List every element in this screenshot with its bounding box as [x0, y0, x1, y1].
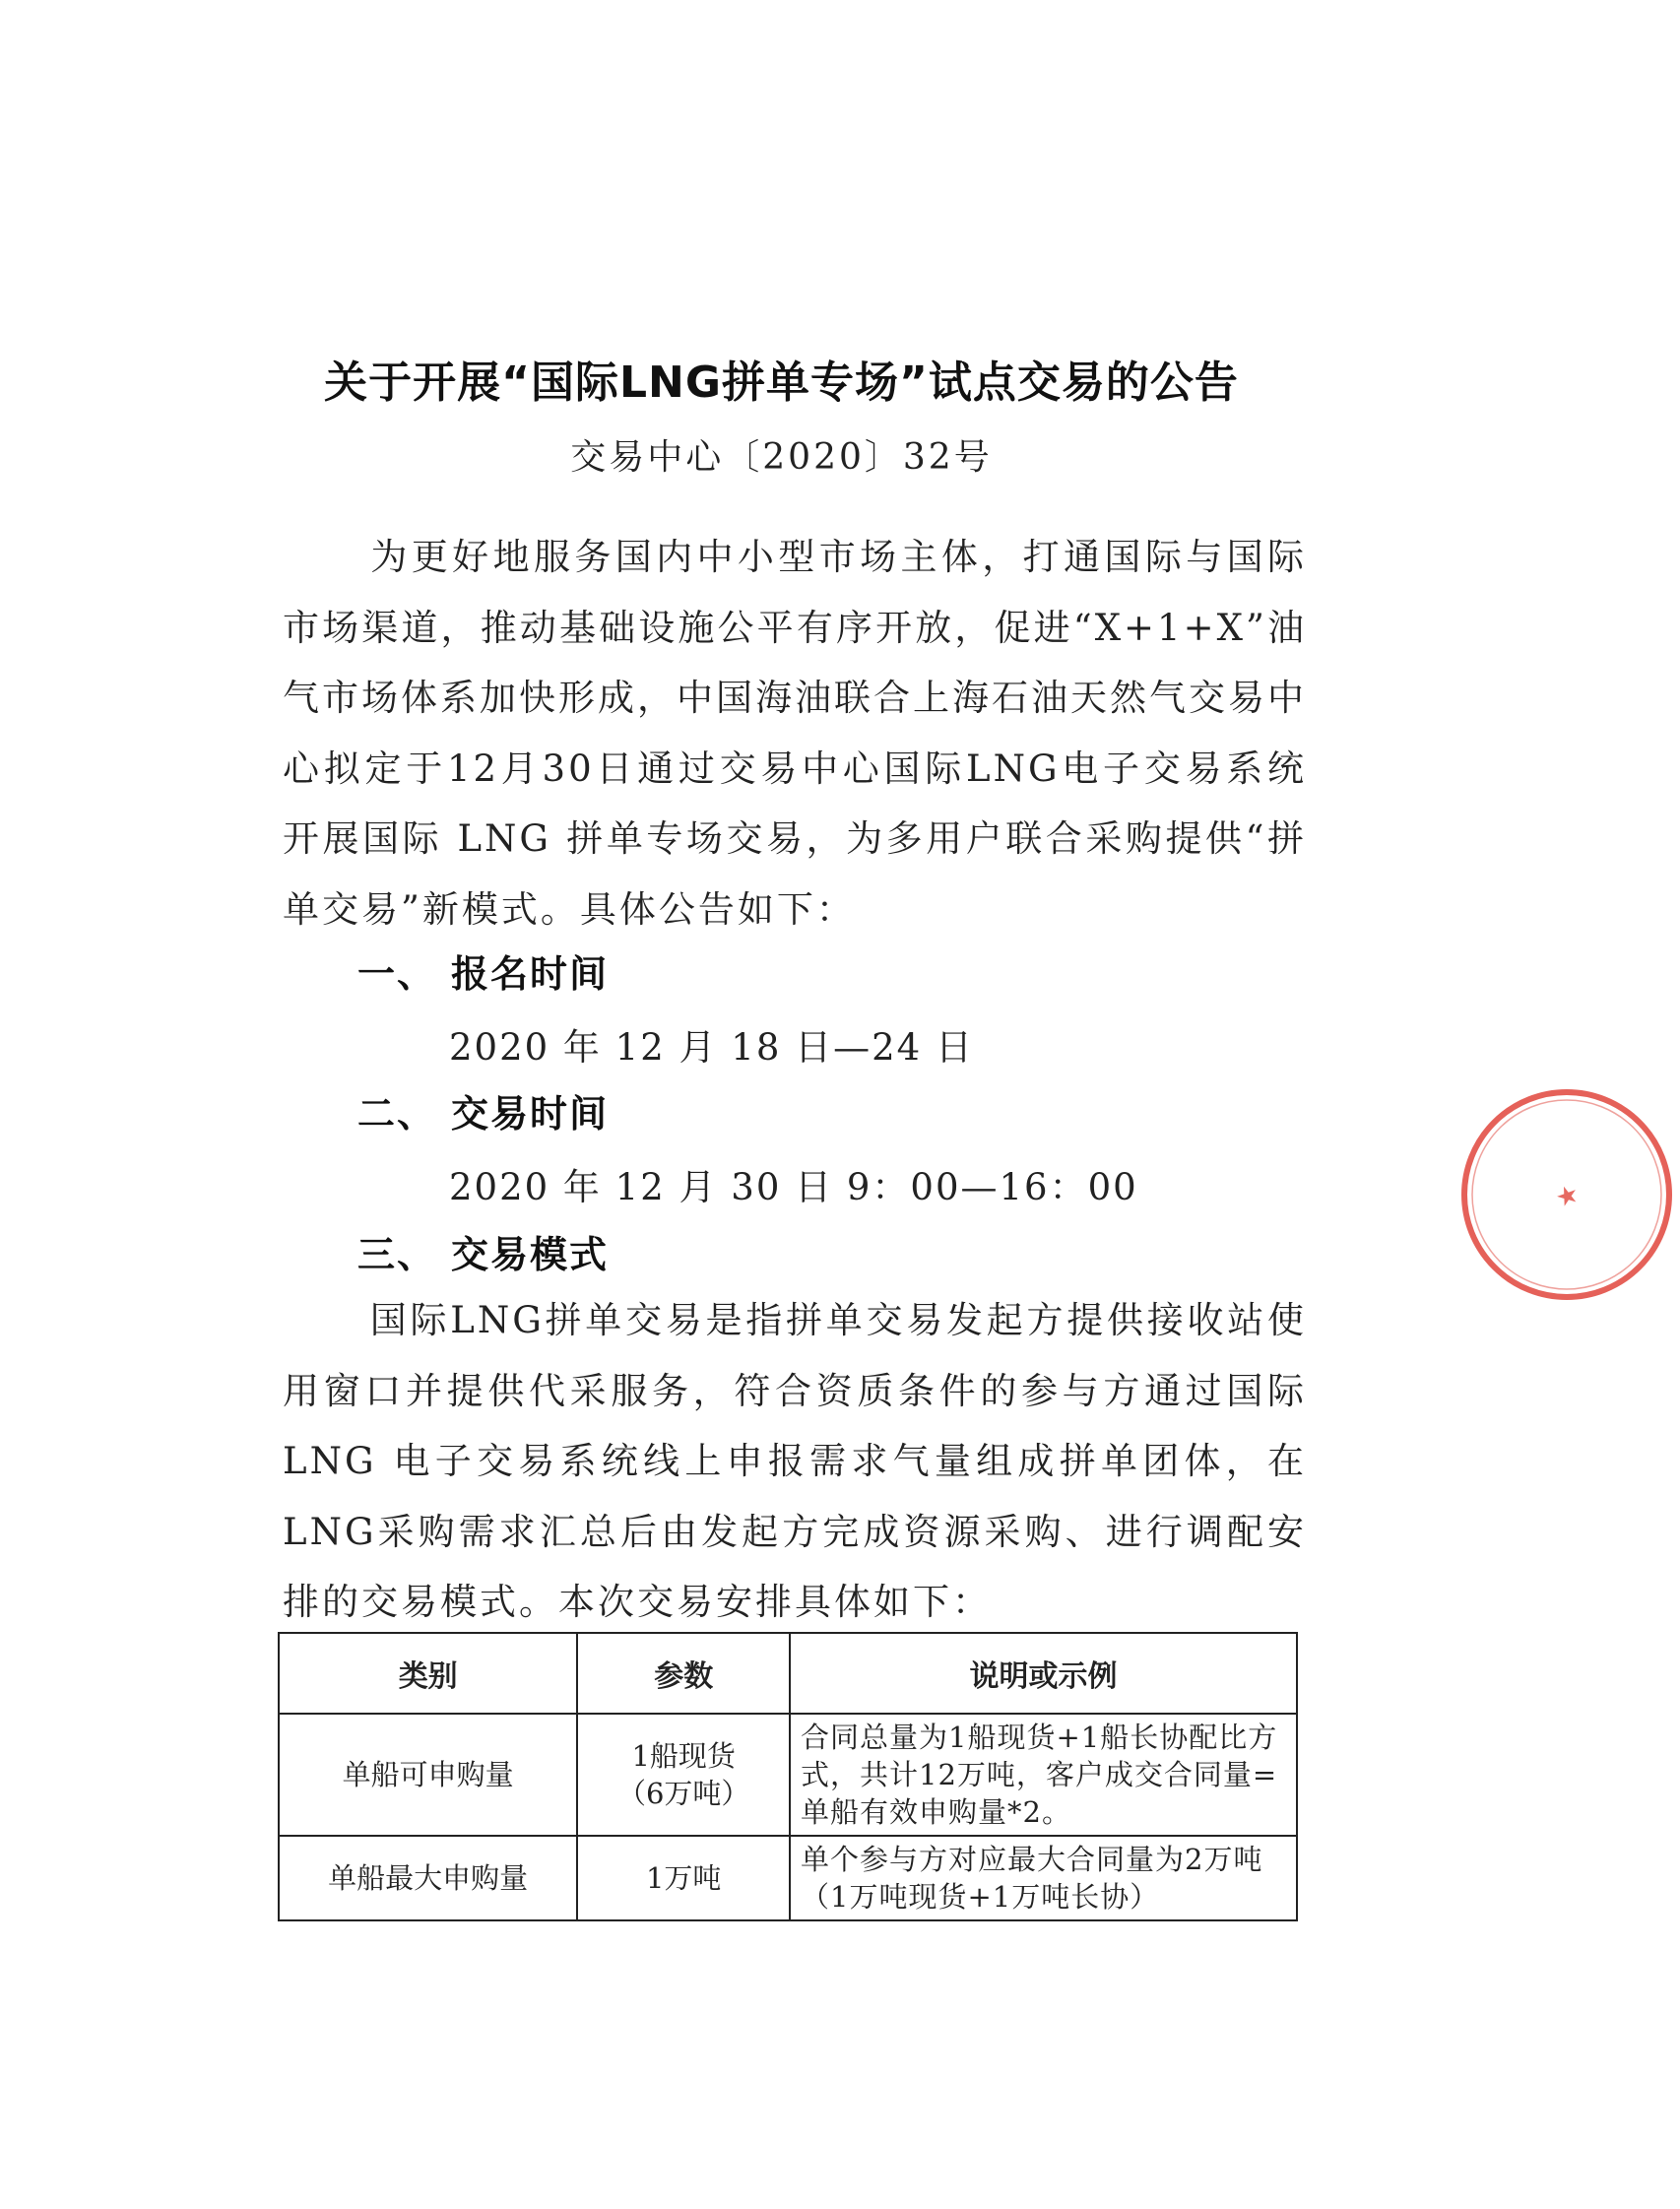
- cell-note: 单个参与方对应最大合同量为2万吨（1万吨现货+1万吨长协）: [790, 1836, 1297, 1920]
- section-heading-registration: [357, 943, 609, 998]
- header-category: 类别: [279, 1633, 577, 1714]
- intro-text: 为更好地服务国内中小型市场主体，打通国际与国际市场渠道，推动基础设施公平有序开放，促进“X+1+X”油气市场体系加快形成，中国海油联合上海石油天然气交易中心拟定于12月30日通过交易中心国际LNG电子交易系统开展国际 LNG 拼单专场交易，为多用户联合采购提供“拼单交易”新模式。具体公告如下：: [283, 536, 1307, 931]
- parameter-line: （6万吨）: [616, 1777, 750, 1810]
- table-row: [279, 1714, 1297, 1836]
- intro-paragraph: [283, 522, 1307, 944]
- document-number: 交易中心〔2020〕32号: [570, 437, 993, 478]
- cell-category: 单船可申购量: [279, 1714, 577, 1836]
- trading-mode-paragraph: [283, 1285, 1307, 1638]
- section-heading-trading-time: [357, 1083, 609, 1137]
- section-number: 一、: [357, 952, 437, 996]
- header-parameter: 参数: [577, 1633, 790, 1714]
- table-row: [279, 1836, 1297, 1920]
- trading-mode-text: 国际LNG拼单交易是指拼单交易发起方提供接收站使用窗口并提供代采服务，符合资质条件的参与方通过国际 LNG 电子交易系统线上申报需求气量组成拼单团体，在LNG采购需求汇总后由发起方完成资源采购、进行调配安排的交易模式。本次交易安排具体如下：: [283, 1299, 1307, 1623]
- section-title: 交易模式: [451, 1233, 610, 1276]
- table-header-row: [279, 1633, 1297, 1714]
- cell-parameter: [577, 1714, 790, 1836]
- cell-parameter: [577, 1836, 790, 1920]
- section-title: 交易时间: [451, 1092, 610, 1136]
- parameter-line: 1万吨: [645, 1861, 722, 1895]
- trading-parameters-table: [278, 1632, 1298, 1921]
- seal-text: ★: [1551, 1178, 1583, 1214]
- header-note: 说明或示例: [790, 1633, 1297, 1714]
- registration-time: 2020 年 12 月 18 日—24 日: [449, 1026, 974, 1069]
- section-number: 二、: [357, 1092, 437, 1136]
- announcement-title: 关于开展“国际LNG拼单专场”试点交易的公告: [324, 357, 1239, 408]
- section-number: 三、: [357, 1233, 437, 1276]
- parameter-line: 1船现货: [631, 1739, 736, 1773]
- cell-note: 合同总量为1船现货+1船长协配比方式，共计12万吨，客户成交合同量=单船有效申购量*2。: [790, 1714, 1297, 1836]
- section-heading-trading-mode: [357, 1224, 609, 1278]
- cell-category: 单船最大申购量: [279, 1836, 577, 1920]
- section-title: 报名时间: [451, 952, 610, 996]
- trading-time: 2020 年 12 月 30 日 9：00—16：00: [449, 1166, 1138, 1208]
- official-seal-stamp: [1454, 1081, 1680, 1308]
